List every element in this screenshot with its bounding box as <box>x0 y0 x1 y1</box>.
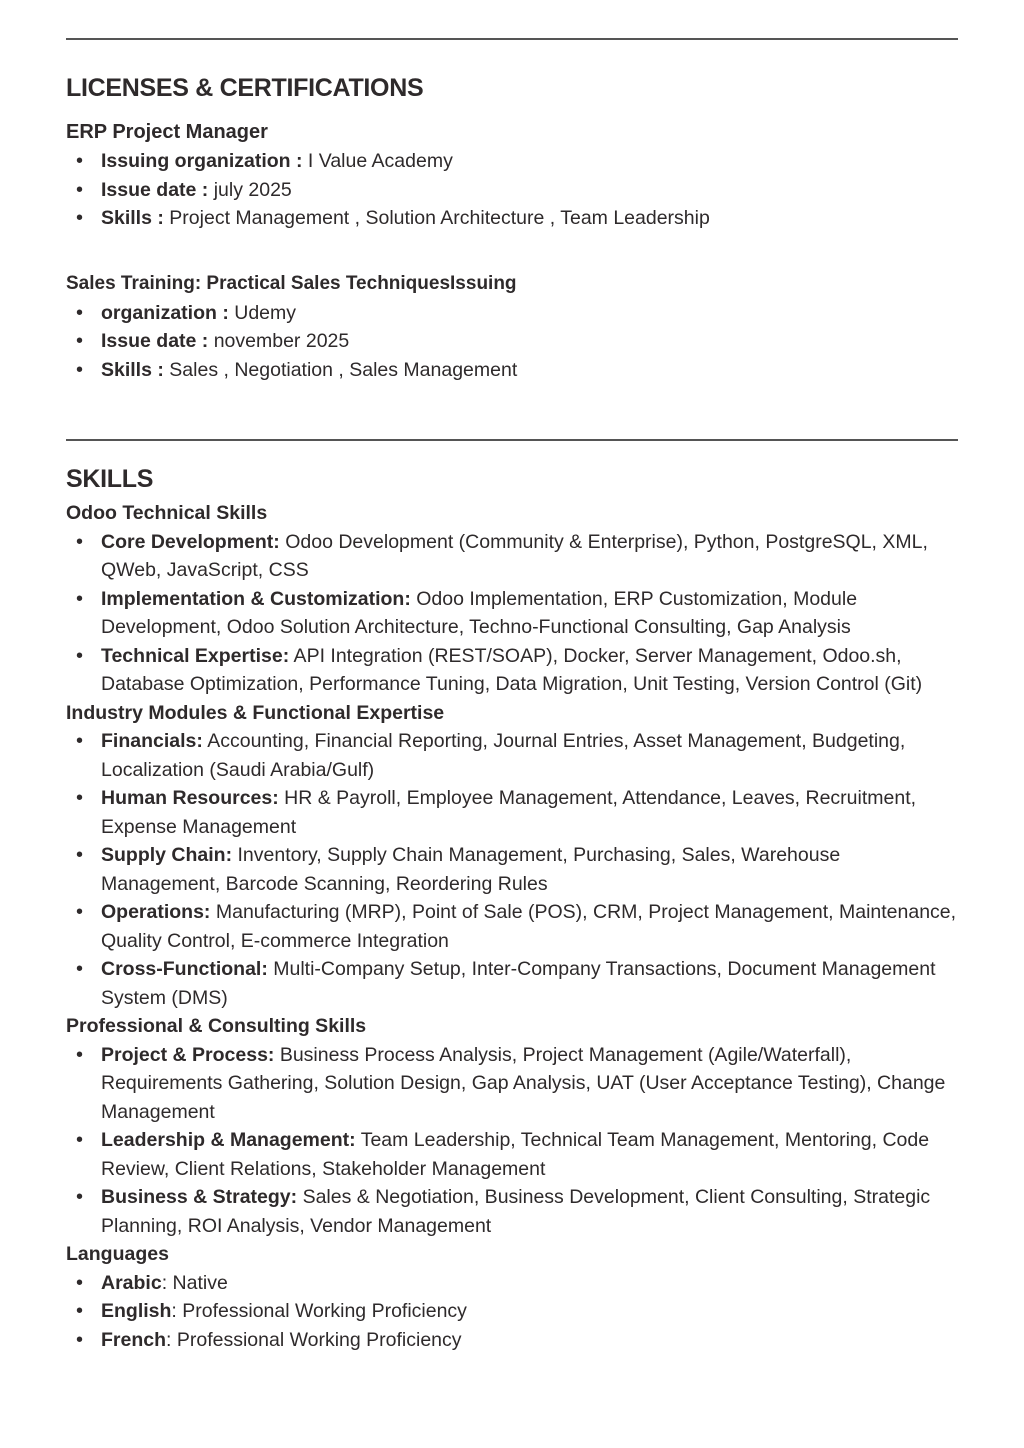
skill-label: Technical Expertise: <box>101 644 290 667</box>
skill-item <box>66 955 958 1012</box>
skill-item <box>66 898 958 955</box>
cert-detail-label: Issue date : <box>101 330 209 352</box>
skill-list <box>66 528 958 699</box>
skill-value: HR & Payroll, Employee Management, Attendance, Leaves, Recruitment, Expense Management <box>101 787 917 838</box>
section-divider <box>66 38 958 40</box>
skill-group-title: Professional & Consulting Skills <box>66 1015 367 1037</box>
language-item <box>66 1326 958 1355</box>
skill-group-title: Languages <box>66 1243 169 1265</box>
skill-item <box>66 841 958 898</box>
skill-value: Odoo Development (Community & Enterprise), Python, PostgreSQL, XML, QWeb, JavaScript, CSS <box>101 530 928 581</box>
skill-group-title: Odoo Technical Skills <box>66 502 268 524</box>
skill-item <box>66 1183 958 1240</box>
skill-group-title: Industry Modules & Functional Expertise <box>66 701 445 724</box>
language-name: English <box>101 1300 172 1322</box>
cert-detail-item <box>66 327 958 356</box>
language-level: : Professional Working Proficiency <box>171 1300 467 1322</box>
cert-detail-item <box>66 204 958 233</box>
section-divider <box>66 439 958 441</box>
cert-detail-value: Sales , Negotiation , Sales Management <box>163 358 518 381</box>
cert-details-list <box>66 147 958 233</box>
language-item <box>66 1297 958 1326</box>
resume-page <box>66 0 958 1354</box>
skill-value: Odoo Implementation, ERP Customization, Module Development, Odoo Solution Architecture, Techno-Functional Consulting, Gap Analysis <box>101 587 858 638</box>
language-level: : Professional Working Proficiency <box>166 1328 462 1351</box>
skill-item <box>66 727 958 784</box>
skill-value: Team Leadership, Technical Team Management, Mentoring, Code Review, Client Relations, Stakeholder Management <box>101 1129 930 1180</box>
skill-list <box>66 1041 958 1241</box>
cert-detail-item <box>66 147 958 176</box>
language-item <box>66 1269 958 1298</box>
skill-item <box>66 1041 958 1127</box>
section-title-skills: SKILLS <box>66 465 154 493</box>
cert-detail-value: july 2025 <box>208 178 292 201</box>
cert-detail-item <box>66 356 958 385</box>
skill-label: Operations: <box>101 901 211 923</box>
skill-value: Manufacturing (MRP), Point of Sale (POS), CRM, Project Management, Maintenance, Quality Control, E-commerce Integration <box>101 901 957 952</box>
cert-detail-label: Issuing organization : <box>101 150 303 172</box>
skill-item <box>66 784 958 841</box>
cert-details-list <box>66 299 958 385</box>
skill-label: Leadership & Management: <box>101 1129 356 1151</box>
skill-value: Business Process Analysis, Project Management (Agile/Waterfall), Requirements Gathering, Solution Design, Gap Analysis, UAT (User Acceptance Testing), Change Management <box>101 1043 946 1123</box>
skill-label: Project & Process: <box>101 1043 275 1066</box>
skill-value: API Integration (REST/SOAP), Docker, Server Management, Odoo.sh, Database Optimization, Performance Tuning, Data Migration, Unit Testing, Version Control (Git) <box>101 644 923 695</box>
skill-label: Supply Chain: <box>101 844 233 866</box>
skill-label: Implementation & Customization: <box>101 587 411 610</box>
cert-detail-label: Skills : <box>101 207 164 229</box>
cert-title: ERP Project Manager <box>66 121 268 143</box>
skill-label: Core Development: <box>101 530 280 553</box>
language-name: French <box>101 1328 167 1351</box>
cert-detail-value: november 2025 <box>208 330 350 352</box>
language-list <box>66 1269 958 1355</box>
cert-detail-value: Udemy <box>228 301 297 324</box>
skill-label: Human Resources: <box>101 787 279 809</box>
skill-value: Inventory, Supply Chain Management, Purchasing, Sales, Warehouse Management, Barcode Scanning, Reordering Rules <box>101 844 841 895</box>
cert-detail-item <box>66 299 958 328</box>
cert-detail-label: organization : <box>101 301 229 324</box>
skill-list <box>66 727 958 1012</box>
cert-detail-label: Skills : <box>101 358 164 381</box>
skill-label: Business & Strategy: <box>101 1186 298 1208</box>
skill-item <box>66 528 958 585</box>
language-level: : Native <box>161 1271 228 1294</box>
cert-title: Sales Training: Practical Sales TechniquesIssuing <box>66 272 517 294</box>
skill-item <box>66 642 958 699</box>
cert-detail-value: I Value Academy <box>302 150 453 172</box>
cert-detail-value: Project Management , Solution Architecture , Team Leadership <box>163 207 710 229</box>
language-name: Arabic <box>101 1271 162 1294</box>
cert-detail-label: Issue date : <box>101 178 209 201</box>
skill-item <box>66 585 958 642</box>
cert-detail-item <box>66 176 958 205</box>
skill-value: Accounting, Financial Reporting, Journal Entries, Asset Management, Budgeting, Localization (Saudi Arabia/Gulf) <box>101 730 906 781</box>
skill-label: Cross-Functional: <box>101 958 268 980</box>
skill-value: Sales & Negotiation, Business Development, Client Consulting, Strategic Planning, ROI Analysis, Vendor Management <box>101 1186 931 1237</box>
skill-label: Financials: <box>101 730 203 752</box>
section-title-licenses: LICENSES & CERTIFICATIONS <box>66 74 424 102</box>
skill-item <box>66 1126 958 1183</box>
skill-value: Multi-Company Setup, Inter-Company Transactions, Document Management System (DMS) <box>101 958 936 1009</box>
